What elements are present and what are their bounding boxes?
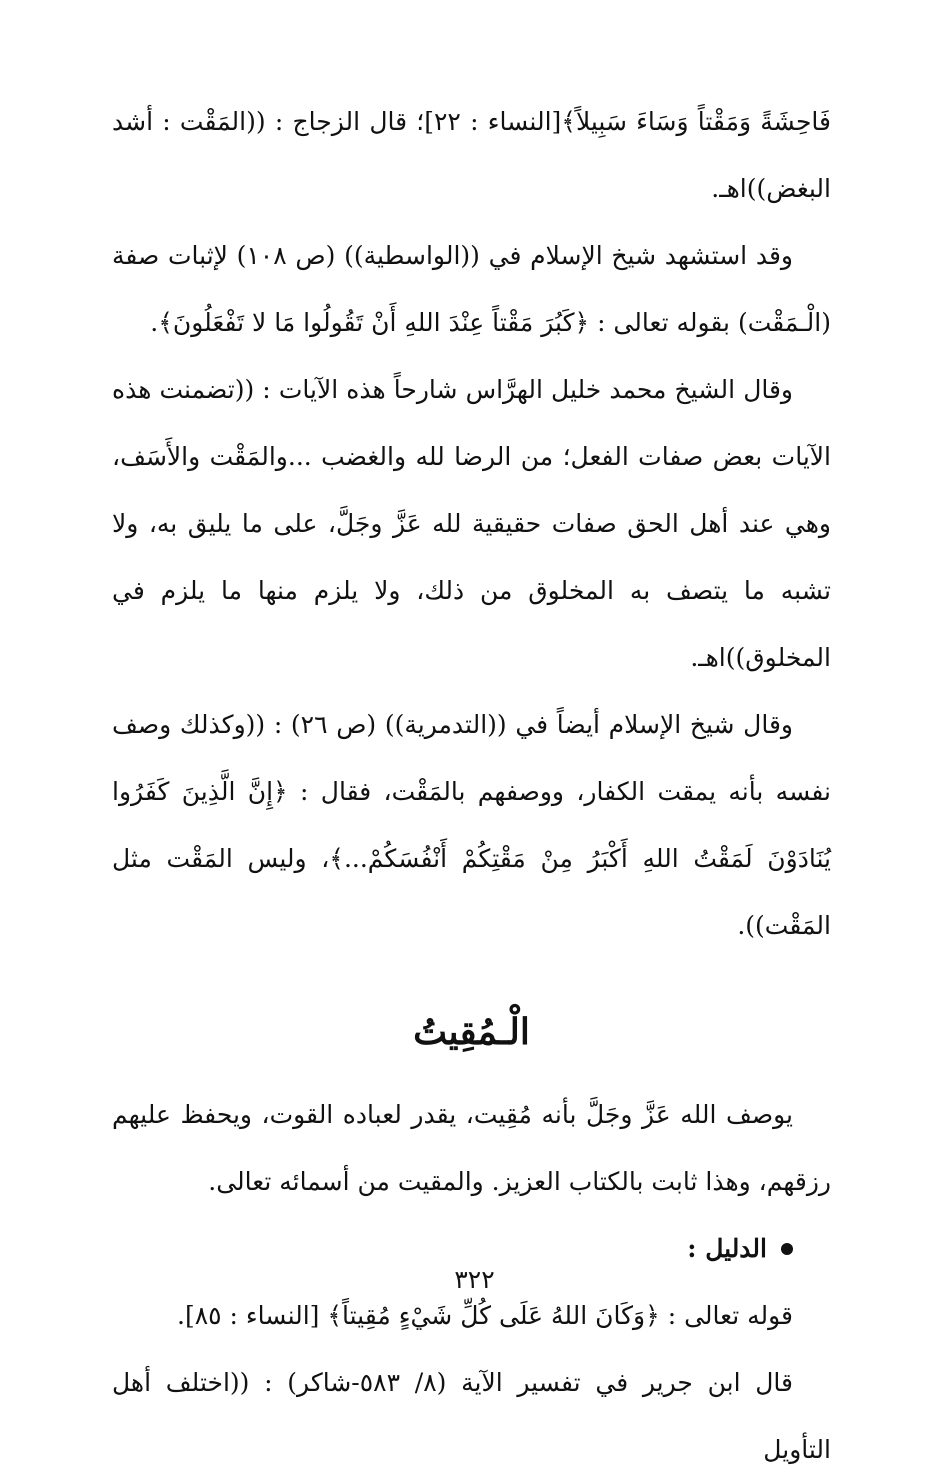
paragraph-wasitiyya: وقد استشهد شيخ الإسلام في ((الواسطية)) (ص ١٠٨) لإثبات صفة (الْـمَقْت) بقوله تعالى : ﴿كَبُرَ مَقْتاً عِنْدَ اللهِ أَنْ تَقُولُوا مَا لا تَفْعَلُونَ﴾. (112, 241, 831, 337)
section-heading: الْـمُقِيتُ (413, 1011, 530, 1053)
page-number: ٣٢٢ (454, 1265, 495, 1294)
evidence-label: الدليل : (687, 1234, 767, 1263)
paragraph-tadmuriyya: وقال شيخ الإسلام أيضاً في ((التدمرية)) (ص ٢٦) : ((وكذلك وصف نفسه بأنه يمقت الكفار، ووصفهم بالمَقْت، فقال : ﴿إِنَّ الَّذِينَ كَفَرُوا يُنَادَوْنَ لَمَقْتُ اللهِ أَكْبَرُ مِنْ مَقْتِكُمْ أَنْفُسَكُمْ...﴾، وليس المَقْت مثل المَقْت)). (112, 710, 831, 940)
paragraph-evidence-verse: قوله تعالى : ﴿وَكَانَ اللهُ عَلَى كُلِّ شَيْءٍ مُقِيتاً﴾ [النساء : ٨٥]. (177, 1301, 793, 1330)
paragraph-ibn-jarir: قال ابن جرير في تفسير الآية (٨/ ٥٨٣-شاكر) : ((اختلف أهل التأويل (112, 1368, 831, 1464)
paragraph-harras: وقال الشيخ محمد خليل الهرَّاس شارحاً هذه الآيات : ((تضمنت هذه الآيات بعض صفات الفعل؛ من الرضا لله والغضب ...والمَقْت والأَسَف، وهي عند أهل الحق صفات حقيقية لله عَزَّ وجَلَّ، على ما يليق به، ولا تشبه ما يتصف به المخلوق من ذلك، ولا يلزم منها ما يلزم في المخلوق))اهـ. (112, 375, 831, 672)
paragraph-zajjaj-quote: فَاحِشَةً وَمَقْتاً وَسَاءَ سَبِيلاً﴾[النساء : ٢٢]؛ قال الزجاج : ((المَقْت : أشد البغض))اهـ. (112, 107, 831, 203)
paragraph-muqit-intro: يوصف الله عَزَّ وجَلَّ بأنه مُقِيت، يقدر لعباده القوت، ويحفظ عليهم رزقهم، وهذا ثابت بالكتاب العزيز. والمقيت من أسمائه تعالى. (112, 1100, 831, 1196)
bullet-icon (781, 1243, 793, 1255)
